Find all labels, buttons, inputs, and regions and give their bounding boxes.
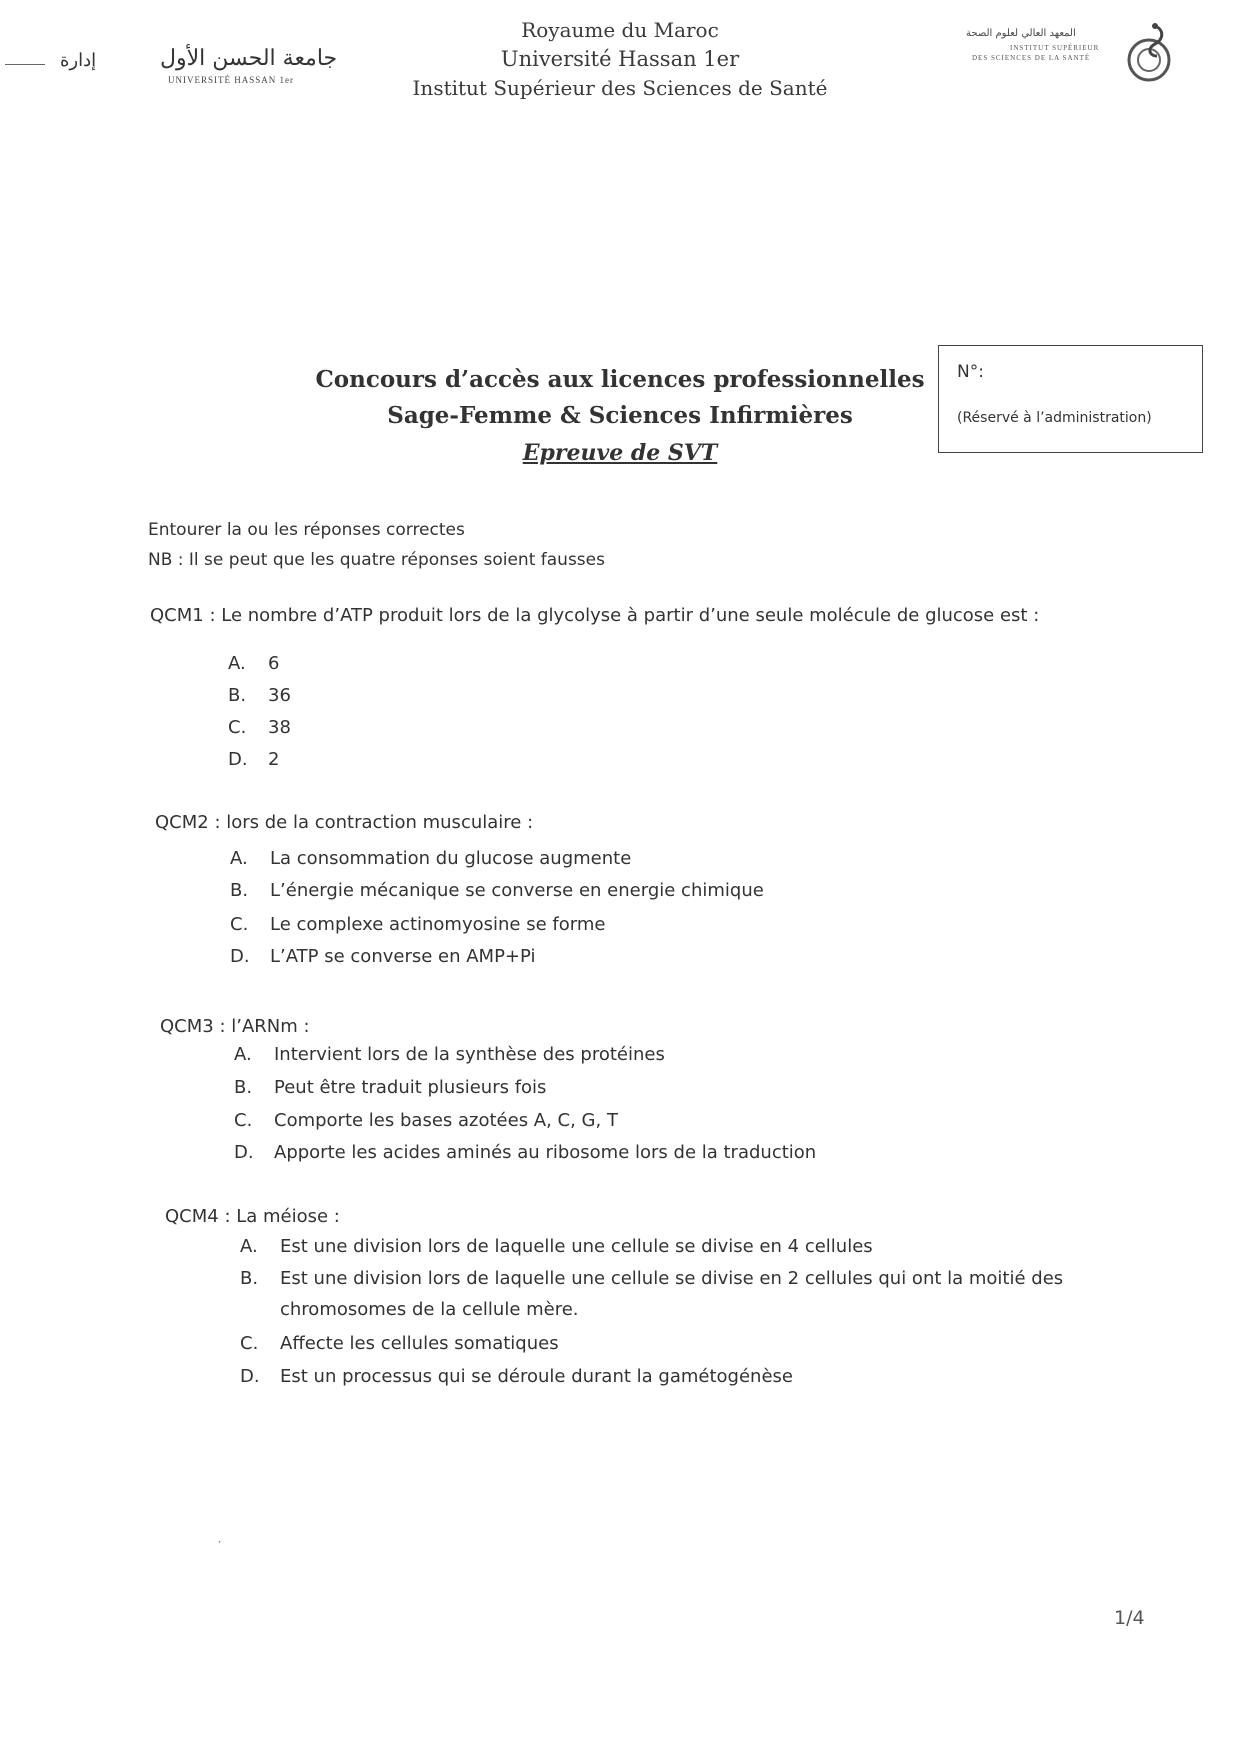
option-letter: A. bbox=[234, 1044, 252, 1065]
answer-option[interactable] bbox=[230, 848, 631, 869]
answer-option[interactable] bbox=[228, 653, 279, 674]
answer-option[interactable] bbox=[234, 1142, 816, 1163]
option-letter: D. bbox=[228, 749, 248, 770]
option-text: L’énergie mécanique se converse en energie chimique bbox=[270, 880, 764, 901]
header-university: Université Hassan 1er bbox=[500, 47, 740, 71]
instruction-line: Entourer la ou les réponses correctes bbox=[148, 520, 465, 540]
question-qcm4: QCM4 : La méiose : bbox=[165, 1206, 340, 1227]
answer-option[interactable] bbox=[234, 1077, 546, 1098]
exam-title bbox=[300, 362, 940, 472]
option-text: Est une division lors de laquelle une cellule se divise en 2 cellules qui ont la moitié des bbox=[280, 1268, 1064, 1289]
page-number: 1/4 bbox=[1114, 1607, 1145, 1629]
logo-arabic-small: إدارة bbox=[60, 50, 97, 71]
answer-option[interactable] bbox=[240, 1268, 1063, 1289]
scan-mark bbox=[5, 64, 45, 65]
institute-emblem-icon bbox=[1125, 22, 1177, 88]
question-qcm1: QCM1 : Le nombre d’ATP produit lors de la glycolyse à partir d’une seule molécule de glucose est : bbox=[150, 605, 1040, 626]
answer-option[interactable] bbox=[240, 1236, 873, 1257]
option-letter: B. bbox=[234, 1077, 253, 1098]
institution-header bbox=[340, 16, 900, 103]
answer-option[interactable] bbox=[240, 1333, 559, 1354]
answer-option[interactable] bbox=[240, 1366, 793, 1387]
answer-option[interactable] bbox=[228, 749, 279, 770]
title-contest: Concours d’accès aux licences professionnelles bbox=[315, 366, 925, 393]
answer-option[interactable] bbox=[230, 946, 535, 967]
option-text: Comporte les bases azotées A, C, G, T bbox=[274, 1110, 618, 1131]
option-letter: A. bbox=[228, 653, 246, 674]
option-text: La consommation du glucose augmente bbox=[270, 848, 632, 869]
title-programs: Sage-Femme & Sciences Infirmières bbox=[387, 402, 853, 429]
question-qcm3: QCM3 : l’ARNm : bbox=[160, 1016, 310, 1037]
institute-latin-line1: INSTITUT SUPÉRIEUR bbox=[1010, 44, 1100, 52]
admin-number-label: N°: bbox=[957, 362, 984, 382]
question-qcm2: QCM2 : lors de la contraction musculaire : bbox=[155, 812, 534, 833]
answer-option[interactable] bbox=[228, 717, 291, 738]
institute-logo bbox=[960, 22, 1180, 92]
answer-option[interactable] bbox=[230, 914, 605, 935]
option-letter: C. bbox=[230, 914, 249, 935]
answer-option-continuation bbox=[240, 1299, 579, 1320]
option-text: Affecte les cellules somatiques bbox=[280, 1333, 559, 1354]
scan-speck: ˙ bbox=[216, 1540, 223, 1556]
answer-option[interactable] bbox=[234, 1044, 665, 1065]
admin-number-box bbox=[938, 345, 1203, 453]
option-letter: A. bbox=[230, 848, 248, 869]
option-text: Apporte les acides aminés au ribosome lors de la traduction bbox=[274, 1142, 817, 1163]
option-letter: D. bbox=[240, 1366, 260, 1387]
option-text: Intervient lors de la synthèse des protéines bbox=[274, 1044, 665, 1065]
instructions bbox=[148, 515, 605, 575]
logo-arabic-name: جامعة الحسن الأول bbox=[160, 46, 338, 71]
instruction-note: NB : Il se peut que les quatre réponses soient fausses bbox=[148, 550, 605, 570]
option-letter: C. bbox=[228, 717, 247, 738]
header-institute: Institut Supérieur des Sciences de Santé bbox=[412, 76, 828, 100]
admin-reserved-note: (Réservé à l’administration) bbox=[957, 410, 1152, 426]
title-subject: Epreuve de SVT bbox=[522, 440, 718, 466]
option-text: chromosomes de la cellule mère. bbox=[280, 1299, 579, 1320]
option-text: L’ATP se converse en AMP+Pi bbox=[270, 946, 536, 967]
institute-latin-line2: DES SCIENCES DE LA SANTÉ bbox=[972, 54, 1091, 62]
option-text: 2 bbox=[268, 749, 280, 770]
option-letter: B. bbox=[230, 880, 249, 901]
logo-latin-name: UNIVERSITÉ HASSAN 1er bbox=[168, 75, 294, 85]
option-text: Le complexe actinomyosine se forme bbox=[270, 914, 606, 935]
answer-option[interactable] bbox=[228, 685, 291, 706]
option-letter: A. bbox=[240, 1236, 258, 1257]
option-text: 36 bbox=[268, 685, 291, 706]
institute-arabic-name: المعهد العالي لعلوم الصحة bbox=[966, 28, 1076, 39]
option-text: 38 bbox=[268, 717, 291, 738]
option-text: 6 bbox=[268, 653, 280, 674]
option-letter: C. bbox=[240, 1333, 259, 1354]
option-text: Est un processus qui se déroule durant la gamétogénèse bbox=[280, 1366, 793, 1387]
header-kingdom: Royaume du Maroc bbox=[521, 18, 719, 42]
option-letter: D. bbox=[230, 946, 250, 967]
answer-option[interactable] bbox=[234, 1110, 618, 1131]
option-text: Peut être traduit plusieurs fois bbox=[274, 1077, 547, 1098]
option-letter: C. bbox=[234, 1110, 253, 1131]
answer-option[interactable] bbox=[230, 880, 764, 901]
option-letter: B. bbox=[240, 1268, 259, 1289]
option-letter: B. bbox=[228, 685, 247, 706]
option-letter: D. bbox=[234, 1142, 254, 1163]
option-text: Est une division lors de laquelle une cellule se divise en 4 cellules bbox=[280, 1236, 873, 1257]
university-logo bbox=[60, 38, 360, 108]
